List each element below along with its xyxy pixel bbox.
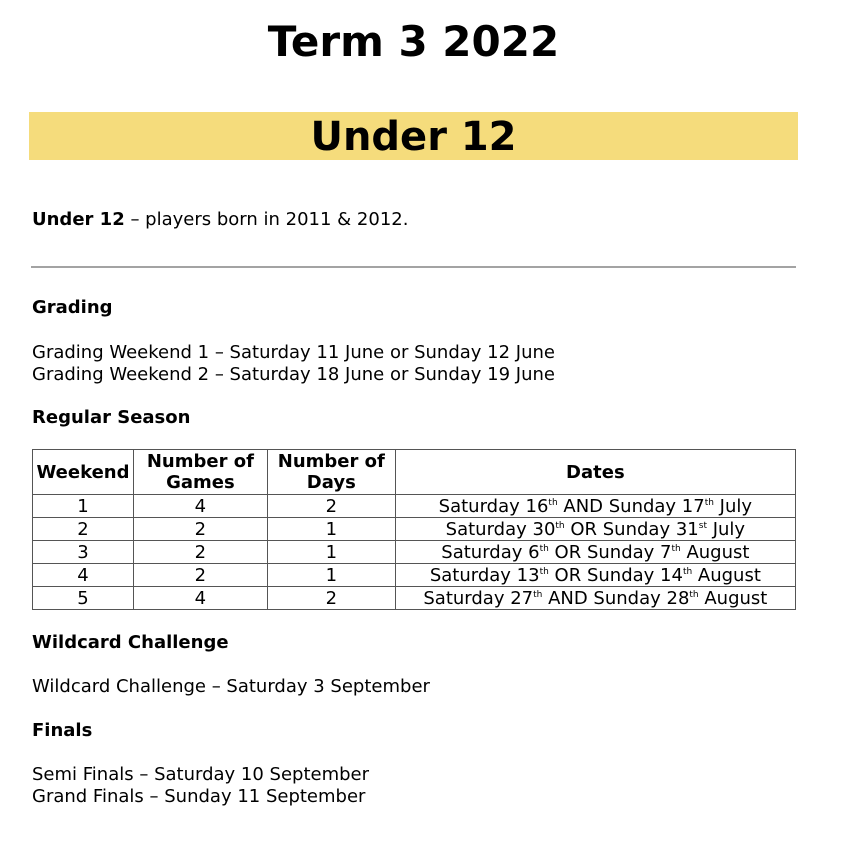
weekend-cell: 5 — [33, 587, 134, 610]
intro-bold: Under 12 — [32, 209, 125, 230]
col-header-days: Number of Days — [267, 450, 395, 495]
wildcard-line: Wildcard Challenge – Saturday 3 September — [32, 676, 430, 697]
divider — [31, 266, 796, 268]
table-row — [33, 564, 796, 587]
dates-cell: Saturday 27th AND Sunday 28th August — [395, 587, 795, 610]
weekend-cell: 1 — [33, 495, 134, 518]
games-cell: 4 — [133, 495, 267, 518]
games-cell: 2 — [133, 564, 267, 587]
days-cell: 2 — [267, 587, 395, 610]
table-row — [33, 541, 796, 564]
days-cell: 2 — [267, 495, 395, 518]
col-header-dates: Dates — [395, 450, 795, 495]
finals-line-2: Grand Finals – Sunday 11 September — [32, 786, 366, 807]
days-cell: 1 — [267, 564, 395, 587]
weekend-cell: 3 — [33, 541, 134, 564]
table-row — [33, 518, 796, 541]
table-row — [33, 495, 796, 518]
regular-season-heading: Regular Season — [32, 407, 191, 428]
schedule-table — [32, 449, 796, 610]
col-header-weekend: Weekend — [33, 450, 134, 495]
intro-rest: – players born in 2011 & 2012. — [124, 209, 409, 230]
finals-heading: Finals — [32, 720, 93, 741]
grading-line-1: Grading Weekend 1 – Saturday 11 June or Sunday 12 June — [32, 342, 555, 363]
days-cell: 1 — [267, 541, 395, 564]
games-cell: 2 — [133, 541, 267, 564]
dates-cell: Saturday 30th OR Sunday 31st July — [395, 518, 795, 541]
games-cell: 2 — [133, 518, 267, 541]
grading-heading: Grading — [32, 297, 113, 318]
grading-line-2: Grading Weekend 2 – Saturday 18 June or Sunday 19 June — [32, 364, 555, 385]
weekend-cell: 4 — [33, 564, 134, 587]
col-header-games: Number of Games — [133, 450, 267, 495]
age-group-banner: Under 12 — [29, 112, 798, 160]
wildcard-heading: Wildcard Challenge — [32, 632, 229, 653]
dates-cell: Saturday 16th AND Sunday 17th July — [395, 495, 795, 518]
table-row — [33, 587, 796, 610]
dates-cell: Saturday 13th OR Sunday 14th August — [395, 564, 795, 587]
games-cell: 4 — [133, 587, 267, 610]
dates-cell: Saturday 6th OR Sunday 7th August — [395, 541, 795, 564]
intro-text — [32, 208, 408, 232]
weekend-cell: 2 — [33, 518, 134, 541]
page-title: Term 3 2022 — [267, 17, 560, 66]
finals-line-1: Semi Finals – Saturday 10 September — [32, 764, 370, 785]
days-cell: 1 — [267, 518, 395, 541]
table-header-row — [33, 450, 796, 495]
